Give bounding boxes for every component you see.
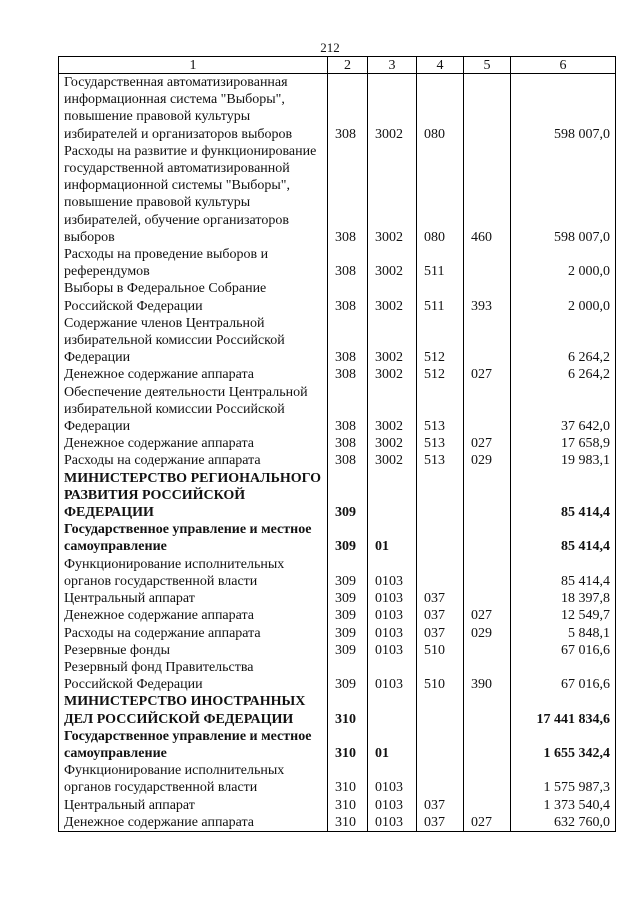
row-section-code: 0103 — [368, 556, 417, 590]
table-row — [59, 693, 616, 727]
row-target-code: 037 — [417, 797, 464, 814]
row-target-code: 080 — [417, 143, 464, 246]
row-name: Государственное управление и местное самоуправление — [59, 728, 328, 762]
row-section-code: 0103 — [368, 659, 417, 693]
row-expense-code: 393 — [464, 280, 511, 314]
row-name: Расходы на проведение выборов и референдумов — [59, 246, 328, 280]
row-amount: 2 000,0 — [511, 246, 616, 280]
row-section-code: 3002 — [368, 315, 417, 367]
row-section-code: 0103 — [368, 797, 417, 814]
row-target-code: 513 — [417, 435, 464, 452]
table-row — [59, 521, 616, 555]
row-ministry-code: 309 — [328, 659, 368, 693]
row-target-code: 513 — [417, 452, 464, 469]
header-col-4: 4 — [417, 57, 464, 74]
row-expense-code — [464, 384, 511, 436]
row-section-code: 0103 — [368, 762, 417, 796]
row-expense-code: 027 — [464, 814, 511, 832]
table-row — [59, 366, 616, 383]
row-amount: 1 655 342,4 — [511, 728, 616, 762]
row-section-code: 3002 — [368, 452, 417, 469]
table-row — [59, 590, 616, 607]
row-ministry-code: 310 — [328, 814, 368, 832]
row-target-code: 037 — [417, 625, 464, 642]
row-name: Функционирование исполнительных органов государственной власти — [59, 556, 328, 590]
row-section-code: 3002 — [368, 74, 417, 143]
row-name: Функционирование исполнительных органов государственной власти — [59, 762, 328, 796]
row-amount: 2 000,0 — [511, 280, 616, 314]
row-ministry-code: 309 — [328, 556, 368, 590]
row-name: Центральный аппарат — [59, 797, 328, 814]
row-ministry-code: 309 — [328, 625, 368, 642]
row-amount: 37 642,0 — [511, 384, 616, 436]
row-expense-code — [464, 246, 511, 280]
row-target-code — [417, 470, 464, 522]
row-amount: 12 549,7 — [511, 607, 616, 624]
table-row — [59, 797, 616, 814]
table-row — [59, 814, 616, 832]
row-expense-code — [464, 693, 511, 727]
row-section-code — [368, 693, 417, 727]
row-section-code: 0103 — [368, 642, 417, 659]
row-name: Денежное содержание аппарата — [59, 814, 328, 832]
header-col-1: 1 — [59, 57, 328, 74]
row-section-code: 3002 — [368, 246, 417, 280]
row-amount: 67 016,6 — [511, 642, 616, 659]
row-expense-code — [464, 762, 511, 796]
row-expense-code: 029 — [464, 625, 511, 642]
row-ministry-code: 308 — [328, 315, 368, 367]
table-row — [59, 607, 616, 624]
row-expense-code — [464, 642, 511, 659]
row-amount: 1 373 540,4 — [511, 797, 616, 814]
row-target-code: 512 — [417, 366, 464, 383]
row-section-code: 3002 — [368, 435, 417, 452]
row-target-code: 511 — [417, 280, 464, 314]
table-row — [59, 246, 616, 280]
row-ministry-code: 309 — [328, 607, 368, 624]
row-ministry-code: 308 — [328, 74, 368, 143]
row-amount: 1 575 987,3 — [511, 762, 616, 796]
row-amount: 67 016,6 — [511, 659, 616, 693]
row-name: Выборы в Федеральное Собрание Российской Федерации — [59, 280, 328, 314]
row-ministry-code: 310 — [328, 797, 368, 814]
header-col-6: 6 — [511, 57, 616, 74]
row-amount: 598 007,0 — [511, 143, 616, 246]
row-name: Государственное управление и местное самоуправление — [59, 521, 328, 555]
row-ministry-code: 308 — [328, 280, 368, 314]
row-name: Обеспечение деятельности Центральной избирательной комиссии Российской Федерации — [59, 384, 328, 436]
table-body — [59, 74, 616, 832]
row-target-code — [417, 556, 464, 590]
row-section-code: 0103 — [368, 607, 417, 624]
row-amount: 85 414,4 — [511, 470, 616, 522]
row-expense-code: 390 — [464, 659, 511, 693]
table-row — [59, 74, 616, 143]
row-target-code: 513 — [417, 384, 464, 436]
row-target-code: 080 — [417, 74, 464, 143]
row-target-code: 512 — [417, 315, 464, 367]
header-col-3: 3 — [368, 57, 417, 74]
row-amount: 18 397,8 — [511, 590, 616, 607]
row-name: Государственная автоматизированная информационная система "Выборы", повышение правовой культуры избирателей и организаторов выборов — [59, 74, 328, 143]
row-name: Резервные фонды — [59, 642, 328, 659]
row-section-code — [368, 470, 417, 522]
row-section-code: 3002 — [368, 280, 417, 314]
budget-table — [58, 56, 616, 832]
row-target-code — [417, 693, 464, 727]
row-section-code: 3002 — [368, 143, 417, 246]
row-expense-code — [464, 728, 511, 762]
row-section-code: 3002 — [368, 384, 417, 436]
header-col-2: 2 — [328, 57, 368, 74]
row-name: Содержание членов Центральной избирательной комиссии Российской Федерации — [59, 315, 328, 367]
row-section-code: 01 — [368, 521, 417, 555]
row-name: МИНИСТЕРСТВО РЕГИОНАЛЬНОГО РАЗВИТИЯ РОССИЙСКОЙ ФЕДЕРАЦИИ — [59, 470, 328, 522]
row-ministry-code: 308 — [328, 435, 368, 452]
row-ministry-code: 308 — [328, 366, 368, 383]
table-row — [59, 762, 616, 796]
row-expense-code — [464, 521, 511, 555]
row-ministry-code: 310 — [328, 728, 368, 762]
table-row — [59, 143, 616, 246]
row-target-code: 037 — [417, 607, 464, 624]
table-row — [59, 470, 616, 522]
row-name: Расходы на содержание аппарата — [59, 452, 328, 469]
row-expense-code — [464, 797, 511, 814]
row-name: МИНИСТЕРСТВО ИНОСТРАННЫХ ДЕЛ РОССИЙСКОЙ ФЕДЕРАЦИИ — [59, 693, 328, 727]
row-ministry-code: 308 — [328, 384, 368, 436]
table-row — [59, 452, 616, 469]
row-ministry-code: 308 — [328, 143, 368, 246]
row-target-code: 037 — [417, 814, 464, 832]
header-col-5: 5 — [464, 57, 511, 74]
row-name: Расходы на развитие и функционирование государственной автоматизированной информационной системы "Выборы", повышение правовой культуры избирателей, обучение организаторов выборов — [59, 143, 328, 246]
row-amount: 19 983,1 — [511, 452, 616, 469]
row-name: Денежное содержание аппарата — [59, 607, 328, 624]
row-section-code: 0103 — [368, 590, 417, 607]
row-expense-code: 460 — [464, 143, 511, 246]
row-target-code: 510 — [417, 659, 464, 693]
row-expense-code — [464, 590, 511, 607]
row-ministry-code: 308 — [328, 452, 368, 469]
row-expense-code — [464, 470, 511, 522]
row-section-code: 3002 — [368, 366, 417, 383]
row-amount: 5 848,1 — [511, 625, 616, 642]
row-amount: 6 264,2 — [511, 366, 616, 383]
row-amount: 85 414,4 — [511, 556, 616, 590]
table-row — [59, 659, 616, 693]
table-row — [59, 642, 616, 659]
row-ministry-code: 310 — [328, 693, 368, 727]
row-expense-code: 027 — [464, 366, 511, 383]
row-name: Расходы на содержание аппарата — [59, 625, 328, 642]
header-row — [59, 57, 616, 74]
row-target-code — [417, 762, 464, 796]
row-target-code: 510 — [417, 642, 464, 659]
row-section-code: 01 — [368, 728, 417, 762]
row-ministry-code: 308 — [328, 246, 368, 280]
row-target-code — [417, 728, 464, 762]
row-amount: 6 264,2 — [511, 315, 616, 367]
table-row — [59, 556, 616, 590]
row-amount: 85 414,4 — [511, 521, 616, 555]
row-ministry-code: 309 — [328, 590, 368, 607]
row-name: Центральный аппарат — [59, 590, 328, 607]
row-expense-code: 029 — [464, 452, 511, 469]
row-expense-code — [464, 74, 511, 143]
row-name: Денежное содержание аппарата — [59, 366, 328, 383]
table-row — [59, 435, 616, 452]
row-name: Резервный фонд Правительства Российской Федерации — [59, 659, 328, 693]
row-expense-code: 027 — [464, 435, 511, 452]
row-amount: 17 441 834,6 — [511, 693, 616, 727]
table-row — [59, 315, 616, 367]
row-target-code: 511 — [417, 246, 464, 280]
row-amount: 598 007,0 — [511, 74, 616, 143]
table-row — [59, 280, 616, 314]
table-row — [59, 625, 616, 642]
row-target-code — [417, 521, 464, 555]
table-row — [59, 384, 616, 436]
row-ministry-code: 309 — [328, 521, 368, 555]
row-target-code: 037 — [417, 590, 464, 607]
page-number: 212 — [320, 40, 340, 55]
row-ministry-code: 309 — [328, 642, 368, 659]
row-section-code: 0103 — [368, 625, 417, 642]
row-name: Денежное содержание аппарата — [59, 435, 328, 452]
row-expense-code — [464, 556, 511, 590]
row-expense-code: 027 — [464, 607, 511, 624]
row-expense-code — [464, 315, 511, 367]
row-section-code: 0103 — [368, 814, 417, 832]
row-amount: 632 760,0 — [511, 814, 616, 832]
row-amount: 17 658,9 — [511, 435, 616, 452]
row-ministry-code: 309 — [328, 470, 368, 522]
row-ministry-code: 310 — [328, 762, 368, 796]
table-row — [59, 728, 616, 762]
